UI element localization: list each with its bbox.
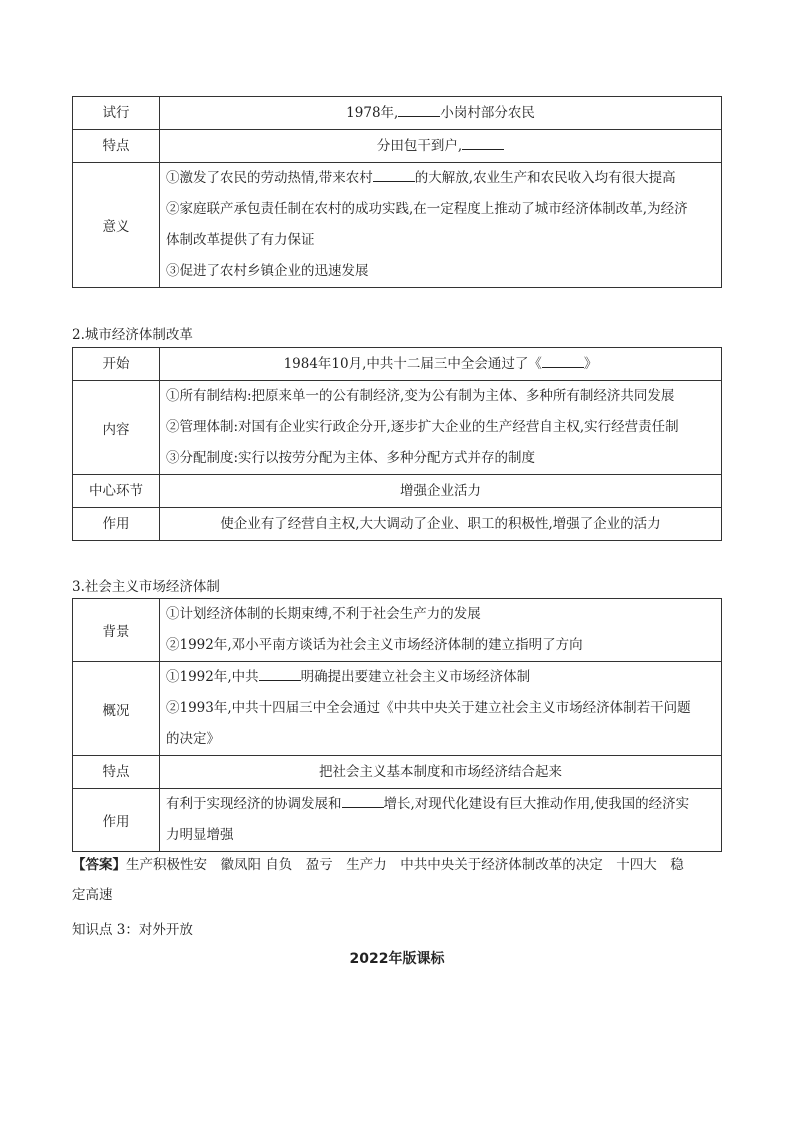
fill-blank (398, 104, 440, 117)
table-row (73, 756, 722, 789)
row-content: ①计划经济体制的长期束缚,不利于社会生产力的发展 ②1992年,邓小平南方谈话为社会主义市场经济体制的建立指明了方向 (160, 599, 722, 662)
row-content: 1978年, 小岗村部分农民 (160, 97, 722, 130)
row-label: 背景 (73, 599, 160, 662)
fill-blank (462, 137, 504, 150)
table-row (73, 163, 722, 288)
answer-text: 生产积极性安 徽凤阳 自负 盈亏 生产力 中共中央关于经济体制改革的决定 十四大 稳 (126, 857, 684, 873)
row-content: ①1992年,中共 明确提出要建立社会主义市场经济体制 ②1993年,中共十四届三中全会通过《中共中央关于建立社会主义市场经济体制若干问题 的决定》 (160, 662, 722, 756)
row-label: 试行 (73, 97, 160, 130)
row-label: 意义 (73, 163, 160, 288)
table-row (73, 789, 722, 852)
knowledge-point: 知识点 3：对外开放 (72, 922, 193, 938)
answer-block (72, 850, 722, 910)
row-label: 中心环节 (73, 475, 160, 508)
fill-blank (259, 668, 301, 681)
table-row (73, 381, 722, 475)
row-content: 1984年10月,中共十二届三中全会通过了《 》 (160, 348, 722, 381)
section-heading: 2.城市经济体制改革 (72, 327, 193, 343)
row-label: 开始 (73, 348, 160, 381)
row-label: 特点 (73, 130, 160, 163)
table-row (73, 475, 722, 508)
table-rural-reform (72, 96, 722, 288)
row-label: 作用 (73, 508, 160, 541)
table-row (73, 599, 722, 662)
row-content: 增强企业活力 (160, 475, 722, 508)
row-content: ①所有制结构:把原来单一的公有制经济,变为公有制为主体、多种所有制经济共同发展 ②管理体制:对国有企业实行政企分开,逐步扩大企业的生产经营自主权,实行经营责任制 ③分配制度:实行以按劳分配为主体、多种分配方式并存的制度 (160, 381, 722, 475)
section-heading: 3.社会主义市场经济体制 (72, 579, 220, 595)
table-row (73, 97, 722, 130)
table-urban-reform (72, 347, 722, 541)
table-row (73, 348, 722, 381)
answer-tag: 【答案】 (72, 857, 126, 873)
table-row (73, 130, 722, 163)
row-content: 使企业有了经营自主权,大大调动了企业、职工的积极性,增强了企业的活力 (160, 508, 722, 541)
row-content: 分田包干到户, (160, 130, 722, 163)
row-label: 内容 (73, 381, 160, 475)
fill-blank (342, 795, 384, 808)
row-label: 概况 (73, 662, 160, 756)
row-content: 把社会主义基本制度和市场经济结合起来 (160, 756, 722, 789)
fill-blank (542, 355, 584, 368)
row-content: ①激发了农民的劳动热情,带来农村 的大解放,农业生产和农民收入均有很大提高 ②家庭联产承包责任制在农村的成功实践,在一定程度上推动了城市经济体制改革,为经济 体制改革提供了有力保证 ③促进了农村乡镇企业的迅速发展 (160, 163, 722, 288)
table-row (73, 662, 722, 756)
answer-text-cont: 定高速 (72, 887, 113, 903)
curriculum-title: 2022年版课标 (349, 951, 445, 967)
table-row (73, 508, 722, 541)
fill-blank (373, 169, 415, 182)
table-market-economy (72, 598, 722, 852)
row-label: 作用 (73, 789, 160, 852)
row-label: 特点 (73, 756, 160, 789)
row-content: 有利于实现经济的协调发展和 增长,对现代化建设有巨大推动作用,使我国的经济实 力明显增强 (160, 789, 722, 852)
